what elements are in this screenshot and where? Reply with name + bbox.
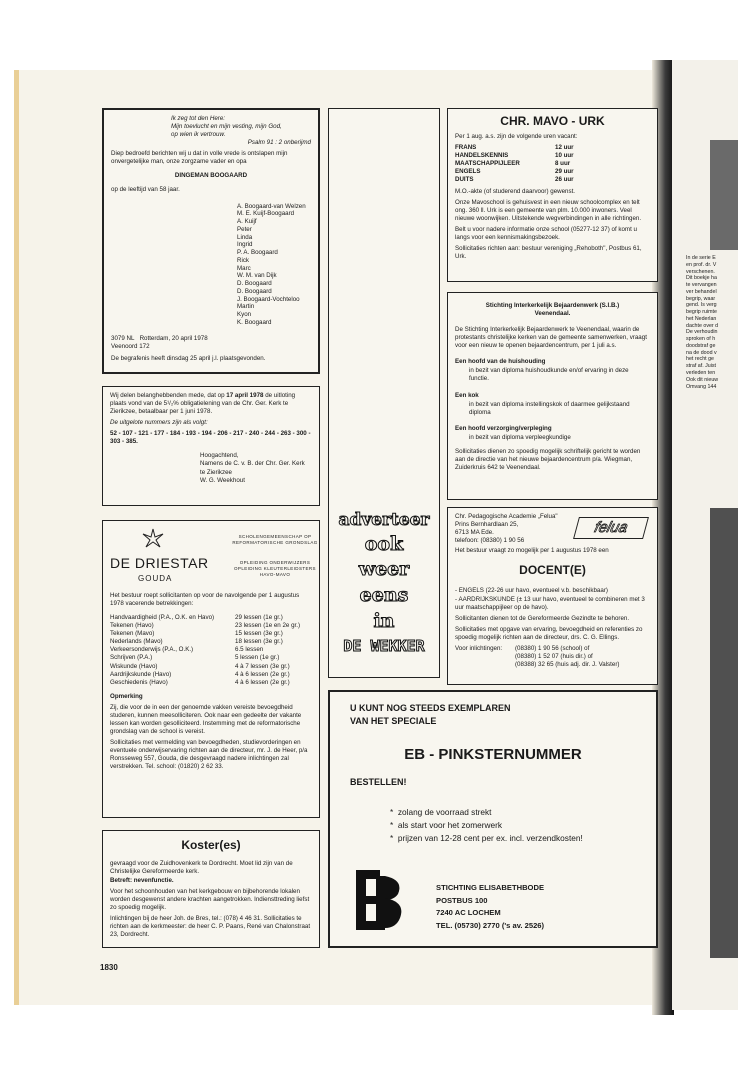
mavo-p1: M.O.-akte (of studerend daarvoor) gewenst. (455, 187, 576, 195)
family-member: P. A. Boogaard (237, 249, 278, 256)
felua-info: Voor inlichtingen: (08380) 1 90 56 (school) of (08380) 1 52 07 (huis dir.) of (08388) 32 65 (huis adj. dir. J. Valster) (455, 645, 620, 669)
koster-p3: Inlichtingen bij de heer Joh. de Bres, tel.: (078) 4 46 31. Sollicitaties te richten aan de kerkmeester: de heer C. P. Paans, René van Chalonstraat 23, Dordrecht. (110, 914, 311, 939)
sib-job-1-desc: in bezit van diploma huishoudkunde en/of ervaring in deze functie. (469, 367, 629, 383)
driestar-header (110, 526, 318, 592)
felua-p3: Sollicitaties met opgave van ervaring, bevoegdheid en referenties zo spoedig mogelijk richten aan de directeur, drs. C. G. Ellings. (455, 625, 643, 641)
eb-pinksternummer-ad (328, 690, 658, 948)
hours-value: 10 uur (555, 151, 574, 159)
hours-value: 8 uur (555, 159, 571, 167)
lesson-hours: 29 lessen (1e gr.) (235, 614, 283, 622)
mavo-title: CHR. MAVO - URK (500, 114, 605, 128)
lesson-row (110, 679, 312, 687)
driestar-logo: DE DRIESTAR (110, 555, 209, 571)
felua-logo: felua (573, 517, 649, 539)
hours-row (455, 160, 650, 168)
obituary-verse: Ik zeg tot den Here: Mijn toevlucht en mijn vesting, mijn God, op wien ik vertrouw. Psalm 91 : 2 onberijmd (171, 115, 311, 147)
bond-numbers: 52 - 107 - 121 - 177 - 184 - 193 - 194 - 206 - 217 - 240 - 244 - 263 - 300 - 303 - 385. (110, 430, 311, 446)
right-fragment-line: het recht ge (686, 356, 714, 363)
hours-value: 26 uur (555, 175, 574, 183)
eb-bullet-text: prijzen van 12-28 cent per ex. incl. verzendkosten! (397, 833, 583, 844)
lesson-row (110, 622, 312, 630)
family-member: K. Boogaard (237, 318, 272, 326)
driestar-tagline-2: OPLEIDING ONDERWIJZERS OPLEIDING KLEUTERLEIDSTERS HAVO-MAVO (234, 560, 316, 577)
mavo-p3: Belt u voor nadere informatie onze school (05277-12 37) of komt u langs voor een kennismakingsbezoek. (455, 226, 637, 242)
felua-bullet-2: - AARDRIJKSKUNDE (± 13 uur havo, eventueel te combineren met 3 uur maatschappijleer op de havo). (455, 595, 645, 611)
driestar-star-icon (142, 528, 164, 548)
driestar-tagline-1: SCHOLENGEMEENSCHAP OP REFORMATORISCHE GRONDSLAG (232, 534, 318, 545)
right-fragment-text (686, 255, 738, 390)
page-number: 1830 (100, 963, 118, 972)
hours-subject: HANDELSKENNIS (455, 151, 509, 159)
lesson-row (110, 671, 312, 679)
lesson-hours: 4 à 6 lessen (2e gr.) (235, 678, 290, 686)
family-member: J. Boogaard-Vochteloo (237, 295, 300, 303)
eb-bullet: * zolang de voorraad strekt (390, 807, 492, 818)
right-fragment-line: Dit boekje ha (686, 275, 717, 282)
sib-job-3-desc: in bezit van diploma verpleegkundige (469, 433, 571, 441)
hours-row (455, 152, 650, 160)
obituary-address: 3079 NL Rotterdam, 20 april 1978 Veenoord 172 (111, 334, 208, 350)
lesson-row (110, 638, 312, 646)
family-member: D. Boogaard (237, 280, 272, 287)
family-member: D. Boogaard (237, 287, 272, 295)
lesson-hours: 15 lessen (3e gr.) (235, 630, 283, 638)
wekker-line-1: adverteer (338, 510, 430, 530)
koster-p2: Voor het schoonhouden van het kerkgebouw en bijbehorende lokalen worden desgewenst andere krachten aangetrokken. Indiensttreding liefst zo spoedig mogelijk. (110, 887, 310, 911)
hours-subject: DUITS (455, 175, 474, 183)
right-fragment-line: verleden ten (686, 370, 716, 377)
mavo-p4: Sollicitaties richten aan: bestuur vereniging „Rehoboth", Postbus 61, Urk. (455, 245, 642, 261)
hours-row (455, 168, 650, 176)
koster-vacancy (102, 830, 320, 948)
lesson-hours: 18 lessen (3e gr.) (235, 638, 283, 646)
sib-title: Stichting Interkerkelijk Bejaardenwerk (S.I.B.) Veenendaal. (485, 302, 620, 318)
hours-row (455, 144, 650, 152)
lesson-row (110, 630, 312, 638)
right-fragment-line: ver behandel (686, 288, 717, 295)
right-fragment-line: doodstraf ge (686, 342, 716, 349)
koster-p1: gevraagd voor de Zuidhovenkerk te Dordrecht. Moet lid zijn van de Christelijke Gereformeerde kerk. (110, 859, 293, 875)
sib-job-2-desc: in bezit van diploma instellingskok of daarmee gelijkstaand diploma (469, 400, 630, 416)
driestar-intro: Het bestuur roept sollicitanten op voor de navolgende per 1 augustus 1978 vacerende betrekkingen: (110, 592, 300, 608)
right-fragment-line: In de serie E (686, 255, 716, 261)
mavo-hours-table (455, 144, 650, 184)
right-fragment-line: sproken of h (686, 336, 716, 343)
wekker-column (328, 108, 440, 678)
lesson-hours: 4 à 6 lessen (2e gr.) (235, 670, 290, 678)
felua-bullet-1: - ENGELS (22-26 uur havo, eventueel v.b. beschikbaar) (455, 586, 608, 594)
hours-value: 12 uur (555, 143, 574, 151)
lesson-hours: 6.5 lessen (235, 646, 264, 654)
wekker-line-6: DE WEKKER (343, 637, 425, 655)
felua-header (455, 513, 650, 547)
wekker-line-2: ook (364, 533, 404, 555)
mavo-vacancy (447, 108, 658, 282)
right-fragment-line: verschenen. (686, 268, 715, 275)
family-member: M. E. Kuijf-Boogaard (237, 210, 295, 218)
felua-vacancy (447, 507, 658, 685)
bond-numbers-title: De uitgelote nummers zijn als volgt: (110, 419, 208, 427)
family-member: Ingrid (237, 241, 253, 249)
photo-bottom (710, 508, 738, 958)
lesson-row (110, 663, 312, 671)
lesson-subject: Tekenen (Havo) (110, 622, 154, 630)
lesson-hours: 5 lessen (1e gr.) (235, 654, 280, 662)
family-member: Peter (237, 225, 252, 233)
right-page-fragment (672, 60, 738, 1010)
sib-job-1: Een hoofd van de huishouding (455, 358, 546, 366)
lesson-subject: Nederlands (Mavo) (110, 638, 163, 646)
driestar-vacancy (102, 520, 320, 818)
family-member: A. Boogaard-van Welzen (237, 202, 306, 210)
eb-bullet-list (390, 806, 636, 845)
lesson-subject: Schrijven (P.A.) (110, 654, 153, 662)
right-fragment-line: straf af. Juist (686, 363, 717, 370)
driestar-note-title: Opmerking (110, 692, 143, 700)
koster-betreft: Betreft: nevenfunctie. (110, 876, 174, 884)
right-fragment-line: begrip ruimte (686, 309, 717, 316)
eb-address: STICHTING ELISABETHBODE POSTBUS 100 7240 AC LOCHEM TEL. (05730) 2770 ('s av. 2526) (436, 883, 545, 930)
right-fragment-line: het Nederlan (686, 315, 717, 322)
family-member: Martin (237, 303, 255, 311)
sib-vacancy (447, 292, 658, 500)
funeral-notice: De begrafenis heeft dinsdag 25 april j.l. plaatsgevonden. (111, 354, 266, 362)
sib-job-2: Een kok (455, 391, 479, 399)
lesson-subject: Aardrijkskunde (Havo) (110, 670, 172, 678)
family-member: W. M. van Dijk (237, 272, 277, 280)
lesson-row (110, 654, 312, 662)
right-fragment-line: en prof. dr. V (686, 261, 717, 268)
driestar-apply: Sollicitaties met vermelding van bevoegdheden, studievorderingen en eventuele onderwijservaring richten aan de directeur, mr. J. de Heer, p/a Ronsseweg 557, Gouda, die desgevraagd nadere inlichtingen zal verstrekken. Tel. school: (01820) 2 62 33. (110, 739, 308, 771)
family-member: Linda (237, 233, 253, 241)
eb-bullet-text: zolang de voorraad strekt (397, 807, 492, 818)
right-fragment-line: Omvang 144 (686, 383, 717, 390)
hours-row (455, 176, 650, 184)
family-names (237, 203, 311, 327)
deceased-name: DINGEMAN BOOGAARD (174, 172, 248, 180)
photo-top (710, 140, 738, 250)
driestar-note: Zij, die voor de in een der genoemde vakken vereiste bevoegdheid studeren, kunnen meesolliciteren. Ook naar een gedeelte der vakante lessen kan worden gesolliciteerd. Instemming met de reformatorische grondslag van de school is vereist. (110, 703, 302, 735)
family-member: Marc (237, 264, 251, 272)
lesson-row (110, 646, 312, 654)
family-member: Rick (237, 256, 250, 264)
sib-job-3: Een hoofd verzorging/verpleging (455, 424, 552, 432)
eb-bullet: * prijzen van 12-28 cent per ex. incl. verzendkosten! (390, 833, 583, 844)
right-fragment-line: dachte over d (686, 322, 719, 329)
lesson-subject: Geschiedenis (Havo) (110, 678, 168, 686)
obituary-intro: Diep bedroefd berichten wij u dat in volle vrede is ontslapen mijn onvergetelijke man, onze zorgzame vader en opa (111, 150, 288, 166)
wekker-line-5: in (373, 610, 395, 632)
koster-title: Koster(es) (181, 838, 241, 852)
family-member: A. Kuijf (237, 218, 257, 225)
right-fragment-line: De verhoudin (686, 329, 718, 336)
lesson-hours: 23 lessen (1e en 2e gr.) (235, 622, 301, 630)
right-fragment-line: Ook dit nieuw (686, 376, 719, 383)
bond-text: Wij delen belanghebbenden mede, dat op 17 april 1978 de uitloting plaats vond van de 5¹/₂% obligatielening van de Chr. Ger. Kerk te Zierikzee, betaalbaar per 1 juni 1978. (110, 392, 296, 416)
felua-p1: Het bestuur vraagt zo mogelijk per 1 augustus 1978 een (455, 547, 609, 554)
obituary-age: op de leeftijd van 58 jaar. (111, 186, 180, 194)
felua-p2: Sollicitanten dienen tot de Gereformeerde Gezindte te behoren. (455, 614, 630, 622)
hours-subject: FRANS (455, 143, 477, 151)
eb-title: EB - PINKSTERNUMMER (404, 746, 582, 764)
lesson-subject: Verkeersonderwijs (P.A., O.K.) (110, 646, 194, 654)
eb-bullet-text: als start voor het zomerwerk (397, 820, 503, 831)
sib-intro: De Stichting Interkerkelijk Bejaardenwerk te Veenendaal, waarin de protestants christelijke kerken van de gemeente samenwerken, vraagt voor een nieuw te openen bejaardencentrum, per 1 juli a.s. (455, 326, 647, 350)
right-fragment-line: te vervangen (686, 282, 717, 289)
hours-subject: ENGELS (455, 167, 481, 175)
driestar-lessons-table (110, 614, 312, 687)
hours-subject: MAATSCHAPPIJLEER (455, 159, 520, 167)
right-fragment-line: gend. Is verg (686, 302, 717, 309)
lesson-row (110, 614, 312, 622)
mavo-p2: Onze Mavoschool is gehuisvest in een nieuw schoolcomplex en telt ong. 360 ll. Urk is een gemeente van plm. 10.000 inwoners. Veel nieuwe woonwijken. Uitstekende wegverbindingen in alle richtingen. (455, 199, 642, 223)
bond-signature: Hoogachtend, Namens de C. v. B. der Chr. Ger. Kerk te Zierikzee W. G. Weekhout (200, 452, 305, 484)
right-fragment-line: begrip, waar (686, 295, 716, 302)
driestar-city: GOUDA (138, 574, 173, 583)
obituary-notice (102, 108, 320, 374)
lesson-hours: 4 à 7 lessen (3e gr.) (235, 662, 290, 670)
eb-headline: U KUNT NOG STEEDS EXEMPLAREN VAN HET SPECIALE (350, 703, 511, 726)
eb-bestellen: BESTELLEN! (350, 776, 407, 787)
right-fragment-line: na de dood v (686, 349, 717, 356)
felua-address: Chr. Pedagogische Academie „Felua" Prins Bernhardlaan 25, 6713 MA Ede. telefoon: (08380) 1 90 56 (455, 513, 558, 545)
lesson-subject: Wiskunde (Havo) (110, 662, 158, 670)
hours-value: 29 uur (555, 167, 574, 175)
family-member: Kyon (237, 311, 252, 318)
lesson-subject: Handvaardigheid (P.A., O.K. en Havo) (110, 614, 215, 622)
felua-title: DOCENT(E) (519, 563, 586, 578)
sib-apply: Sollicitaties dienen zo spoedig mogelijk schriftelijk gericht te worden aan de directie van het nieuwe bejaardencentrum p/a. Wiegman, Zuiderkruis 642 te Veenendaal. (455, 447, 641, 471)
wekker-line-4: eens (359, 584, 409, 606)
eb-logo-icon (352, 866, 406, 934)
eb-bullet: * als start voor het zomerwerk (390, 820, 503, 831)
bond-notice (102, 386, 320, 506)
lesson-subject: Tekenen (Mavo) (110, 630, 155, 638)
wekker-line-3: weer (358, 558, 410, 580)
mavo-intro: Per 1 aug. a.s. zijn de volgende uren vacant: (455, 132, 578, 140)
